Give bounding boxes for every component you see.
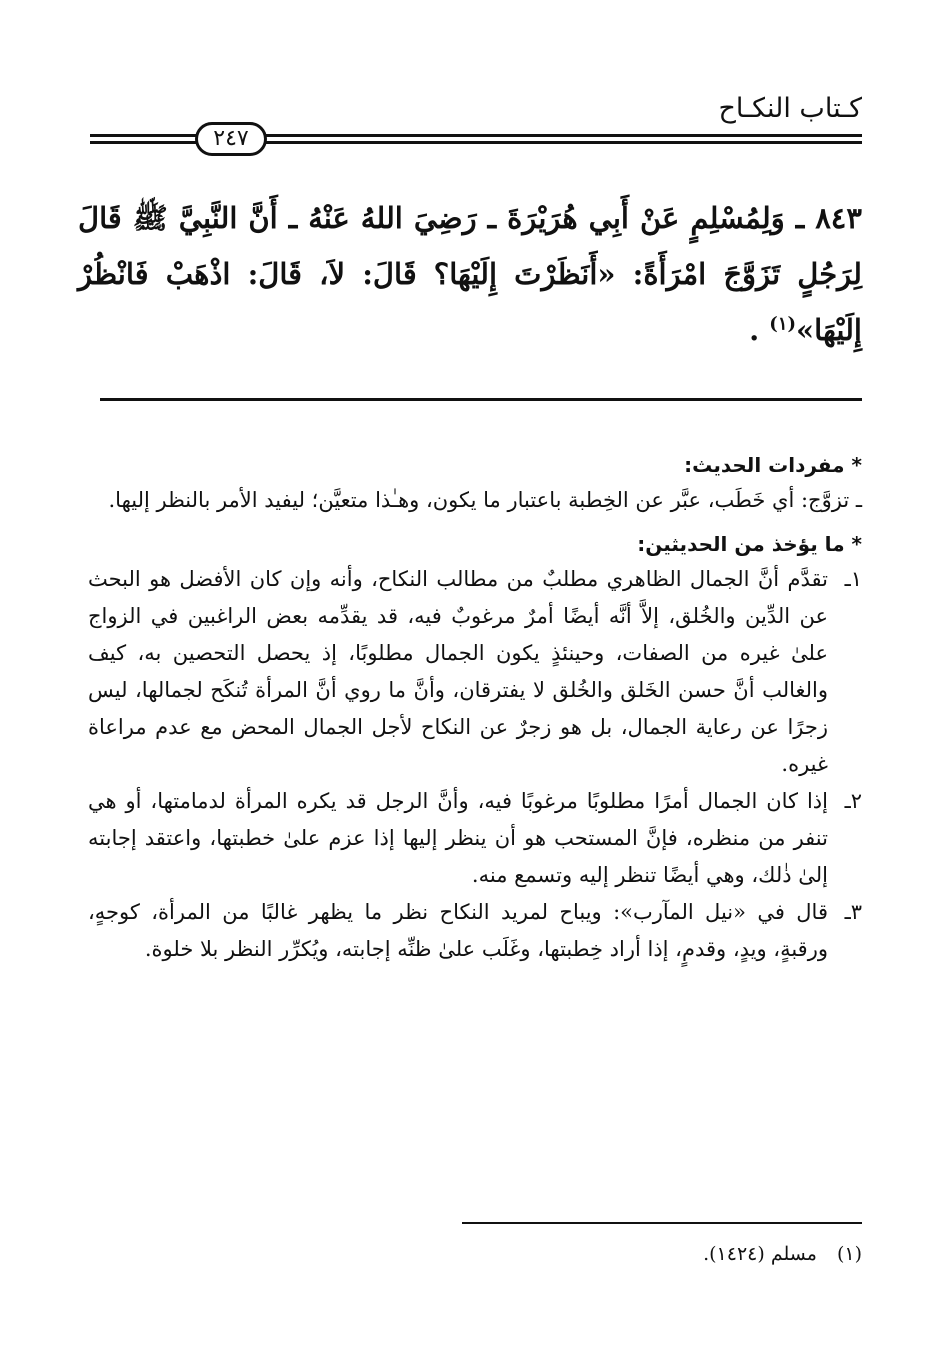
lesson-text: قال في «نيل المآرب»: ويباح لمريد النكاح نظر ما يظهر غالبًا من المرأة، كوجهٍ، ورقبةٍ، ويدٍ، وقدمٍ، إذا أراد خِطبتها، وغَلَب علىٰ ظنِّه إجابته، ويُكرِّر النظر بلا خلوة. [88,900,828,961]
lessons-heading: * ما يؤخذ من الحديثين: [637,532,862,556]
vocab-heading: * مفردات الحديث: [684,453,862,477]
lesson-item [88,894,862,968]
hadith-separator-rule [100,398,862,401]
footnote-marker: (١) [836,1243,862,1265]
hadith-dash: ـ [795,201,805,235]
footnote [88,1238,862,1270]
hadith-number: ٨٤٣ [815,201,862,235]
footnote-text: مسلم (١٤٢٤). [703,1243,817,1265]
vocab-text: ـ تزوَّج: أي خَطَب، عبَّر عن الخِطبة باعتبار ما يكون، وهـٰذا متعيَّن؛ ليفيد الأمر بالنظر إليها. [108,488,862,512]
hadith-line-3: إِلَيْهَا» [796,313,862,347]
lesson-item [88,783,862,894]
footnote-rule [462,1222,862,1224]
hadith-end-mark: . [749,313,760,347]
hadith-text [78,190,862,358]
lesson-text: إذا كان الجمال أمرًا مطلوبًا مرغوبًا فيه، وأنَّ الرجل قد يكره المرأة لدمامتها، أو هي تنفر من منظره، فإنَّ المستحب هو أن ينظر إليها إذا عزم علىٰ خطبتها، واعتقد إجابته إلىٰ ذٰلك، وهي أيضًا تنظر إليه وتسمع منه. [88,789,828,887]
commentary [88,448,862,968]
hadith-footnote-ref: (١) [769,313,797,335]
lesson-marker: ٢ـ [844,789,862,813]
lesson-marker: ١ـ [844,567,862,591]
hadith-line-2: قَالَ لِرَجُلٍ تَزَوَّجَ امْرَأَةً: «أَنَظَرْتَ إِلَيْهَا؟ قَالَ: لاَ، قَالَ: اذْهَبْ فَانْظُرْ [78,201,862,291]
hadith-line-1: وَلِمُسْلِمٍ عَنْ أَبِي هُرَيْرَةَ ـ رَضِيَ اللهُ عَنْهُ ـ أَنَّ النَّبِيَّ ﷺ [132,201,785,235]
lesson-text: تقدَّم أنَّ الجمال الظاهري مطلبٌ من مطالب النكاح، وأنه وإن كان الأفضل هو البحث عن الدِّين والخُلق، إلاَّ أنَّه أيضًا أمرٌ مرغوبٌ فيه، قد يقدِّمه بعض الراغبين في الزواج علىٰ غيره من الصفات، وحينئذٍ يكون الجمال مطلوبًا، إذ يحصل التحصين به، كيف والغالب أنَّ حسن الخَلق والخُلق لا يفترقان، وأنَّ ما روي أنَّ المرأة تُنكَح لجمالها، ليس زجرًا عن رعاية الجمال، بل هو زجرٌ عن النكاح لأجل الجمال المحض مع عدم مراعاة غيره. [88,567,828,776]
page-number: ٢٤٧ [195,122,267,156]
lesson-item [88,561,862,783]
running-title: كـتاب النكـاح [718,93,862,124]
lesson-marker: ٣ـ [844,900,862,924]
